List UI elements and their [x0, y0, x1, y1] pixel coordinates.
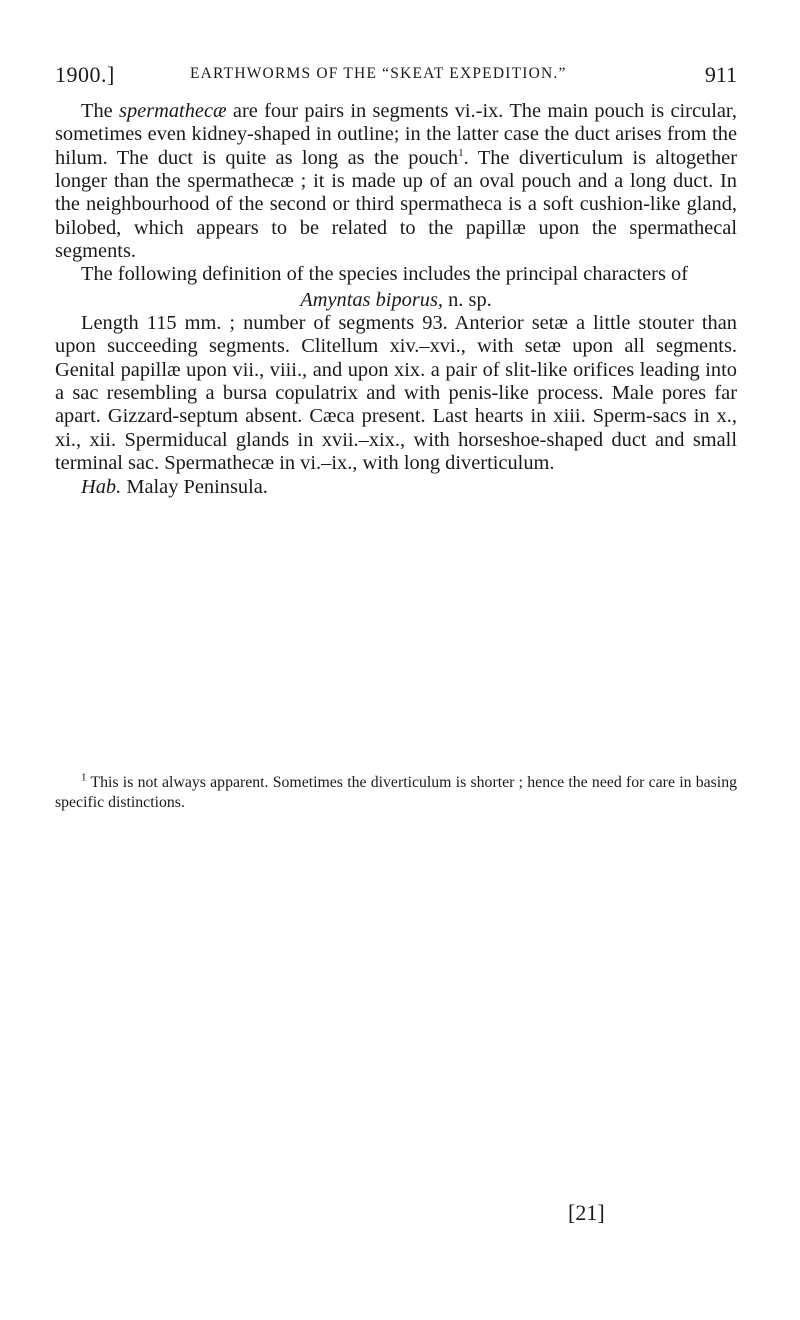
header-year: 1900.] — [55, 62, 115, 87]
species-suffix: n. sp. — [443, 288, 492, 311]
footnote-marker: 1 — [81, 771, 87, 784]
footnote-text: This is not always apparent. Sometimes the diverticulum is shorter ; hence the need for care in basing specific distinctions. — [55, 774, 737, 811]
footnote — [55, 773, 737, 813]
para1-part-b: . The diverticulum is altogether longer than the spermathecæ ; it is made up of an oval pouch and a long duct. In the neighbourhood of the second or third spermatheca is a soft cushion-like gland, bilobed, which appears to be related to the papillæ upon the spermathecal segments. — [55, 146, 737, 263]
habitat-text: Malay Peninsula. — [121, 475, 268, 498]
para1-italic-term: spermathecæ — [119, 100, 227, 122]
footnote-reference[interactable]: 1 — [458, 146, 464, 159]
para1-before-italic: The — [81, 100, 120, 122]
para1-part-a: are four pairs in segments vi.-ix. The main pouch is circular, sometimes even kidney-shaped in outline; in the latter case the duct arises from the hilum. The duct is quite as long as the pouch — [55, 100, 737, 169]
paragraph-definition-intro: The following definition of the species includes the principal characters of — [81, 263, 688, 286]
species-name: Amyntas biporus, — [300, 288, 444, 311]
page-number: 911 — [704, 62, 737, 87]
header-title: EARTHWORMS OF THE “SKEAT EXPEDITION.” — [190, 65, 567, 82]
species-heading — [55, 289, 737, 312]
paragraph-spermathecae — [55, 100, 737, 263]
running-head — [55, 62, 737, 92]
habitat-label: Hab. — [81, 475, 122, 498]
signature-mark: [21] — [568, 1200, 605, 1225]
habitat-line — [55, 476, 737, 499]
paragraph-species-description: Length 115 mm. ; number of segments 93. Anterior setæ a little stouter than upon succeeding segments. Clitellum xiv.–xvi., with setæ upon all segments. Genital papillæ upon vii., viii., and upon xix. a pair of slit-like orifices leading into a sac resembling a bursa copulatrix and with penis-like process. Male pores far apart. Gizzard-septum absent. Cæca present. Last hearts in xiii. Sperm-sacs in x., xi., xii. Spermiducal glands in xvii.–xix., with horseshoe-shaped duct and small terminal sac. Spermathecæ in vi.–ix., with long diverticulum. — [55, 312, 737, 475]
body-text — [55, 100, 737, 499]
